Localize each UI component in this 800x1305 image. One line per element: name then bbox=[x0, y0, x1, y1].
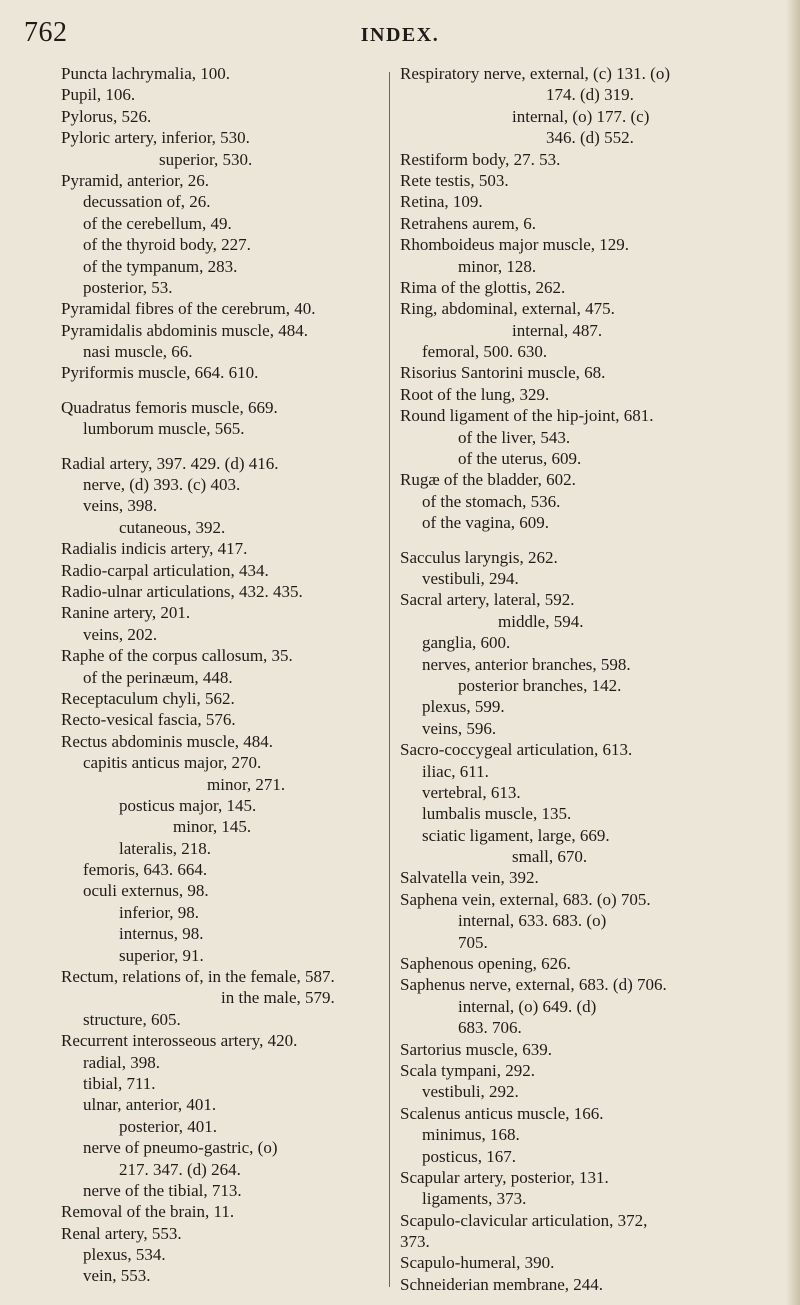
index-entry: Radio-carpal articulation, 434. bbox=[61, 560, 269, 580]
index-subentry: femoral, 500. 630. bbox=[422, 342, 548, 362]
index-subentry: of the stomach, 536. bbox=[422, 491, 561, 511]
index-subentry: lumborum muscle, 565. bbox=[83, 419, 245, 439]
index-subentry: posticus, 167. bbox=[422, 1146, 516, 1166]
index-entry: 373. bbox=[400, 1232, 430, 1252]
index-subentry: middle, 594. bbox=[498, 611, 584, 631]
index-subentry: capitis anticus major, 270. bbox=[83, 753, 262, 773]
index-subentry: of the cerebellum, 49. bbox=[83, 213, 232, 233]
index-subentry: 174. (d) 319. bbox=[546, 85, 634, 105]
index-entry: Pupil, 106. bbox=[61, 85, 136, 105]
index-subentry: femoris, 643. 664. bbox=[83, 860, 208, 880]
index-entry: Retina, 109. bbox=[400, 192, 483, 212]
index-subentry: 705. bbox=[458, 932, 488, 952]
index-entry: Quadratus femoris muscle, 669. bbox=[61, 397, 278, 417]
index-entry: Sacculus laryngis, 262. bbox=[400, 547, 558, 567]
index-entry: Pylorus, 526. bbox=[61, 106, 152, 126]
index-column-left bbox=[61, 63, 383, 1291]
index-subentry: in the male, 579. bbox=[221, 988, 335, 1008]
index-entry: Rugæ of the bladder, 602. bbox=[400, 470, 576, 490]
index-entry: Scapulo-clavicular articulation, 372, bbox=[400, 1210, 648, 1230]
index-subentry: ulnar, anterior, 401. bbox=[83, 1095, 217, 1115]
index-entry: Ranine artery, 201. bbox=[61, 603, 191, 623]
index-entry: Respiratory nerve, external, (c) 131. (o) bbox=[400, 64, 670, 83]
index-subentry: ganglia, 600. bbox=[422, 633, 511, 653]
index-subentry: decussation of, 26. bbox=[83, 192, 211, 212]
index-entry: Scapulo-humeral, 390. bbox=[400, 1253, 555, 1273]
index-entry: Pyloric artery, inferior, 530. bbox=[61, 128, 250, 148]
index-subentry: 346. (d) 552. bbox=[546, 128, 634, 148]
index-subentry: vein, 553. bbox=[83, 1266, 151, 1286]
index-subentry: posterior, 401. bbox=[119, 1116, 217, 1136]
index-subentry: of the tympanum, 283. bbox=[83, 256, 238, 276]
index-subentry: minor, 128. bbox=[458, 256, 537, 276]
index-entry: Restiform body, 27. 53. bbox=[400, 149, 561, 169]
index-entry: Rectus abdominis muscle, 484. bbox=[61, 731, 274, 751]
index-subentry: vertebral, 613. bbox=[422, 782, 521, 802]
index-subentry: ligaments, 373. bbox=[422, 1189, 527, 1209]
section-gap bbox=[61, 440, 383, 453]
index-entry: Sacro-coccygeal articulation, 613. bbox=[400, 740, 633, 760]
section-gap bbox=[400, 534, 752, 547]
index-subentry: nerve of the tibial, 713. bbox=[83, 1180, 242, 1200]
index-subentry: nerves, anterior branches, 598. bbox=[422, 654, 631, 674]
index-subentry: small, 670. bbox=[512, 847, 588, 867]
index-entry: Pyramidalis abdominis muscle, 484. bbox=[61, 320, 308, 340]
index-subentry: radial, 398. bbox=[83, 1052, 160, 1072]
index-subentry: internal, (o) 177. (c) bbox=[512, 106, 650, 126]
index-subentry: minor, 145. bbox=[173, 817, 252, 837]
index-entry: Root of the lung, 329. bbox=[400, 384, 550, 404]
index-entry: Radialis indicis artery, 417. bbox=[61, 539, 248, 559]
index-subentry: oculi externus, 98. bbox=[83, 881, 209, 901]
index-entry: Scalenus anticus muscle, 166. bbox=[400, 1103, 604, 1123]
index-entry: Raphe of the corpus callosum, 35. bbox=[61, 646, 293, 666]
index-entry: Sacral artery, lateral, 592. bbox=[400, 590, 575, 610]
index-entry: Pyramid, anterior, 26. bbox=[61, 170, 210, 190]
index-subentry: lateralis, 218. bbox=[119, 838, 212, 858]
page-edge-shadow bbox=[786, 0, 800, 1305]
index-entry: Scala tympani, 292. bbox=[400, 1060, 536, 1080]
index-entry: Radio-ulnar articulations, 432. 435. bbox=[61, 581, 303, 601]
index-subentry: of the liver, 543. bbox=[458, 427, 571, 447]
index-entry: Receptaculum chyli, 562. bbox=[61, 688, 235, 708]
index-subentry: of the thyroid body, 227. bbox=[83, 235, 251, 255]
index-entry: Sartorius muscle, 639. bbox=[400, 1039, 553, 1059]
index-subentry: lumbalis muscle, 135. bbox=[422, 804, 572, 824]
index-entry: Saphena vein, external, 683. (o) 705. bbox=[400, 889, 651, 909]
index-entry: Saphenus nerve, external, 683. (d) 706. bbox=[400, 975, 667, 995]
index-entry: Rhomboideus major muscle, 129. bbox=[400, 235, 630, 255]
index-entry: Pyriformis muscle, 664. 610. bbox=[61, 363, 259, 383]
index-subentry: superior, 530. bbox=[159, 149, 253, 169]
index-subentry: inferior, 98. bbox=[119, 902, 200, 922]
index-subentry: posticus major, 145. bbox=[119, 795, 257, 815]
section-gap bbox=[61, 384, 383, 397]
index-subentry: cutaneous, 392. bbox=[119, 517, 226, 537]
index-entry: Removal of the brain, 11. bbox=[61, 1202, 235, 1222]
index-subentry: minimus, 168. bbox=[422, 1125, 520, 1145]
index-subentry: superior, 91. bbox=[119, 945, 204, 965]
index-subentry: vestibuli, 294. bbox=[422, 568, 519, 588]
index-subentry: 683. 706. bbox=[458, 1018, 522, 1038]
index-subentry: of the perinæum, 448. bbox=[83, 667, 233, 687]
index-column-right bbox=[400, 63, 752, 1294]
index-entry: Recto-vesical fascia, 576. bbox=[61, 710, 236, 730]
index-subentry: tibial, 711. bbox=[83, 1073, 156, 1093]
index-entry: Risorius Santorini muscle, 68. bbox=[400, 363, 606, 383]
running-head: INDEX. bbox=[360, 24, 440, 46]
index-entry: Radial artery, 397. 429. (d) 416. bbox=[61, 453, 279, 473]
index-subentry: vestibuli, 292. bbox=[422, 1082, 519, 1102]
index-entry: Scapular artery, posterior, 131. bbox=[400, 1167, 609, 1187]
index-subentry: plexus, 599. bbox=[422, 697, 505, 717]
index-entry: Rete testis, 503. bbox=[400, 170, 509, 190]
index-subentry: internal, 633. 683. (o) bbox=[458, 911, 607, 931]
index-subentry: of the vagina, 609. bbox=[422, 513, 549, 533]
index-subentry: internal, 487. bbox=[512, 320, 603, 340]
index-entry: Renal artery, 553. bbox=[61, 1223, 182, 1243]
index-subentry: nerve, (d) 393. (c) 403. bbox=[83, 475, 241, 495]
index-entry: Puncta lachrymalia, 100. bbox=[61, 64, 231, 83]
index-entry: Pyramidal fibres of the cerebrum, 40. bbox=[61, 299, 316, 319]
column-divider bbox=[389, 72, 390, 1287]
index-subentry: veins, 596. bbox=[422, 718, 497, 738]
index-entry: Ring, abdominal, external, 475. bbox=[400, 299, 615, 319]
page-number: 762 bbox=[24, 17, 68, 48]
index-subentry: nasi muscle, 66. bbox=[83, 342, 193, 362]
index-subentry: internal, (o) 649. (d) bbox=[458, 996, 597, 1016]
index-subentry: nerve of pneumo-gastric, (o) bbox=[83, 1138, 278, 1158]
index-subentry: veins, 202. bbox=[83, 624, 158, 644]
index-subentry: plexus, 534. bbox=[83, 1245, 166, 1265]
index-entry: Round ligament of the hip-joint, 681. bbox=[400, 406, 654, 426]
index-subentry: posterior branches, 142. bbox=[458, 675, 622, 695]
index-entry: Retrahens aurem, 6. bbox=[400, 213, 536, 233]
index-subentry: 217. 347. (d) 264. bbox=[119, 1159, 241, 1179]
index-entry: Rectum, relations of, in the female, 587. bbox=[61, 967, 335, 987]
index-entry: Recurrent interosseous artery, 420. bbox=[61, 1031, 298, 1051]
index-subentry: iliac, 611. bbox=[422, 761, 489, 781]
page-header bbox=[0, 18, 800, 48]
index-subentry: minor, 271. bbox=[207, 774, 286, 794]
index-entry: Salvatella vein, 392. bbox=[400, 868, 539, 888]
index-subentry: veins, 398. bbox=[83, 496, 158, 516]
index-subentry: sciatic ligament, large, 669. bbox=[422, 825, 610, 845]
index-subentry: posterior, 53. bbox=[83, 277, 173, 297]
index-subentry: internus, 98. bbox=[119, 924, 204, 944]
index-entry: Saphenous opening, 626. bbox=[400, 954, 571, 974]
index-subentry: of the uterus, 609. bbox=[458, 449, 582, 469]
index-entry: Rima of the glottis, 262. bbox=[400, 277, 566, 297]
index-entry: Schneiderian membrane, 244. bbox=[400, 1274, 603, 1294]
index-subentry: structure, 605. bbox=[83, 1009, 181, 1029]
